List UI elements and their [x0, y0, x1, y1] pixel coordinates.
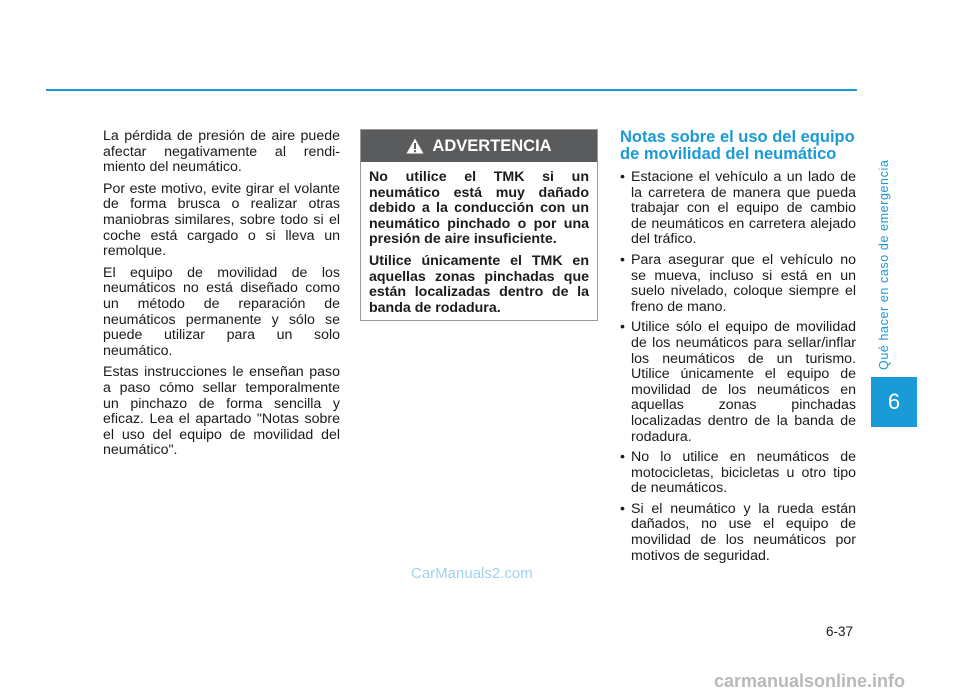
list-item [620, 253, 856, 315]
list-item [620, 170, 856, 248]
list-item [620, 502, 856, 564]
list-item-text: No lo utilice en neumáticos de motocicletas, bicicletas u otro tipo de neumáticos. [631, 449, 856, 497]
paragraph: Estas instrucciones le enseñan paso a paso cómo sellar temporalmente un pinchazo de forma sencilla y eficaz. Lea el apartado "Notas sobre el uso del equipo de movilidad del neumático". [103, 364, 340, 459]
warning-box [360, 129, 598, 321]
section-title: Notas sobre el uso del equipo de movilidad del neumático [620, 128, 855, 163]
watermark-footer: carmanualsonline.info [714, 671, 906, 691]
right-column [620, 129, 856, 569]
bullet-icon: • [620, 251, 625, 268]
paragraph: La pérdida de presión de aire puede afectar negativamente al rendi-miento del neumático. [103, 128, 340, 176]
list-item [620, 450, 856, 497]
chapter-tab: 6 [871, 377, 917, 427]
warning-header [361, 130, 597, 162]
warning-paragraph: No utilice el TMK si un neumático está muy dañado debido a la conducción con un neumático pinchado o por una presión de aire insuficiente. [369, 169, 589, 248]
paragraph: El equipo de movilidad de los neumáticos no está diseñado como un método de reparación de neumáticos permanente y sólo se puede utilizar para un solo neumático. [103, 264, 340, 359]
warning-triangle-icon [406, 138, 424, 154]
bullet-icon: • [620, 169, 625, 185]
paragraph: Por este motivo, evite girar el volante de forma brusca o realizar otras maniobras similares, sobre todo si el coche está cargado o si lleva un remolque. [103, 180, 340, 260]
bullet-icon: • [620, 500, 625, 517]
list-item-text: Para asegurar que el vehículo no se mueva, incluso si está en un suelo nivelado, coloque siempre el freno de mano. [631, 251, 856, 315]
list-item [620, 320, 856, 445]
page-number: 6-37 [826, 624, 854, 639]
bullet-icon: • [620, 319, 625, 336]
warning-body [361, 162, 597, 316]
list-item-text: Si el neumático y la rueda están dañados, no use el equipo de movilidad de los neumáticos por motivos de seguridad. [631, 500, 856, 564]
left-column [103, 129, 340, 465]
bullet-list [620, 170, 856, 564]
chapter-label: Qué hacer en caso de emergencia [877, 159, 891, 370]
top-rule [46, 89, 857, 91]
warning-title: ADVERTENCIA [432, 136, 552, 155]
watermark-link[interactable]: CarManuals2.com [411, 565, 533, 582]
list-item-text: Utilice sólo el equipo de movilidad de los neumáticos para sellar/inflar los neumáticos de un turismo. Utilice únicamente el equipo de movilidad de los neumáticos en aquellas zonas pinchadas localizadas dentro de la banda de rodadura. [631, 319, 856, 445]
list-item-text: Estacione el vehículo a un lado de la carretera de manera que pueda trabajar con el equipo de cambio de neumáticos en carretera alejado del tráfico. [631, 169, 856, 248]
bullet-icon: • [620, 449, 625, 466]
warning-paragraph: Utilice únicamente el TMK en aquellas zonas pinchadas que están localizadas dentro de la banda de rodadura. [369, 252, 589, 316]
